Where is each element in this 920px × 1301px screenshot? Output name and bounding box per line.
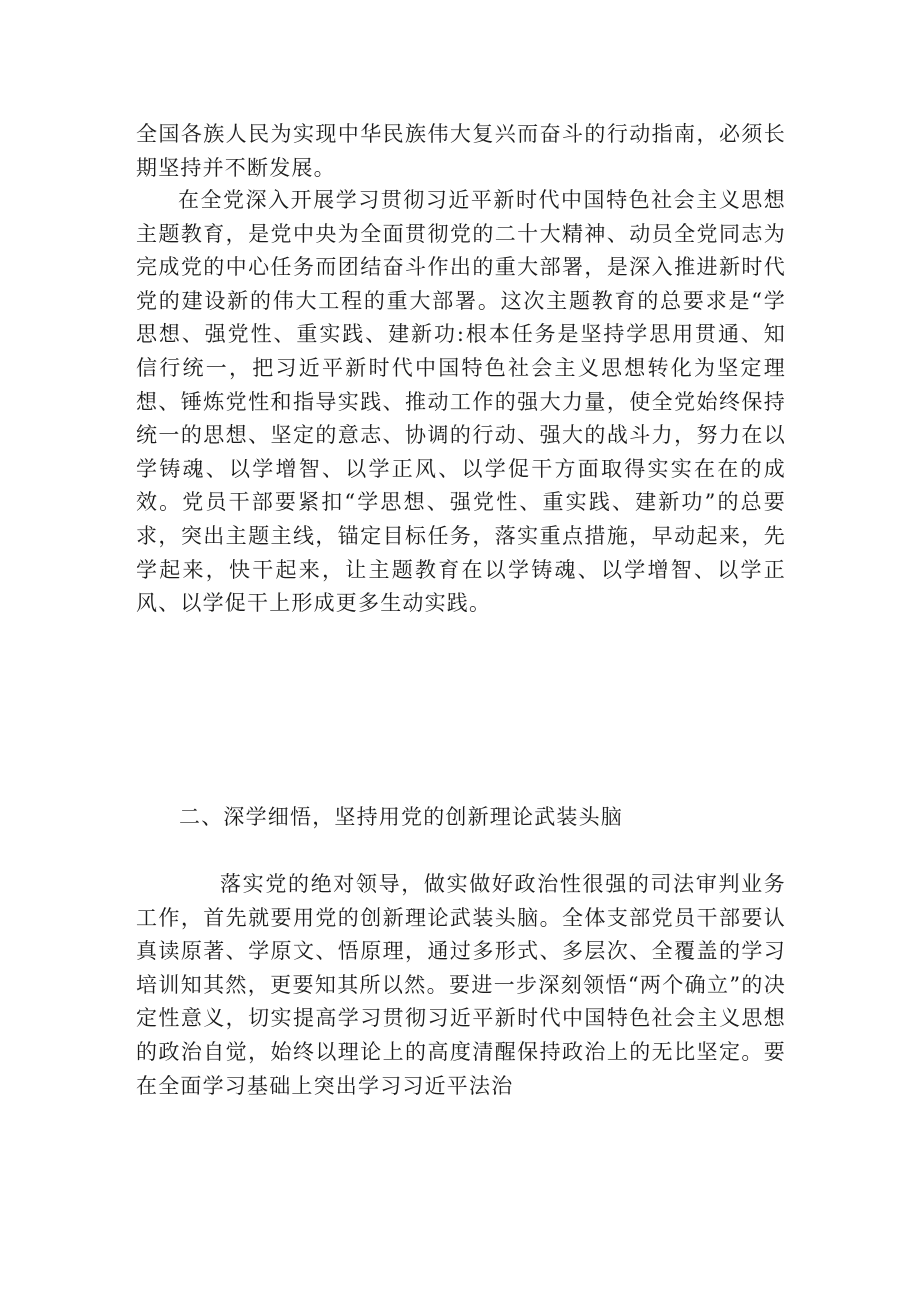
section-heading: 二、深学细悟，坚持用党的创新理论武装头脑 [179, 805, 623, 829]
paragraph-section-two: 落实党的绝对领导，做实做好政治性很强的司法审判业务工作，首先就要用党的创新理论武装头脑。全体支部党员干部要认真读原著、学原文、悟原理，通过多形式、多层次、全覆盖的学习培训知其然，更要知其所以然。要进一步深刻领悟“两个确立”的决定性意义，切实提高学习贯彻习近平新时代中国特色社会主义思想的政治自觉，始终以理论上的高度清醒保持政治上的无比坚定。要在全面学习基础上突出学习习近平法治 [136, 872, 786, 1098]
paragraph-continuation: 全国各族人民为实现中华民族伟大复兴而奋斗的行动指南，必须长期坚持并不断发展。 [136, 122, 786, 180]
paragraph-theme-education: 在全党深入开展学习贯彻习近平新时代中国特色社会主义思想主题教育，是党中央为全面贯彻党的二十大精神、动员全党同志为完成党的中心任务而团结奋斗作出的重大部署，是深入推进新时代党的建设新的伟大工程的重大部署。这次主题教育的总要求是“学思想、强党性、重实践、建新功:根本任务是坚持学思用贯通、知信行统一，把习近平新时代中国特色社会主义思想转化为坚定理想、锤炼党性和指导实践、推动工作的强大力量，使全党始终保持统一的思想、坚定的意志、协调的行动、强大的战斗力，努力在以学铸魂、以学增智、以学正风、以学促干方面取得实实在在的成效。党员干部要紧扣“学思想、强党性、重实践、建新功”的总要求，突出主题主线，锚定目标任务，落实重点措施，早动起来，先学起来，快干起来，让主题教育在以学铸魂、以学增智、以学正风、以学促干上形成更多生动实践。 [136, 188, 786, 616]
